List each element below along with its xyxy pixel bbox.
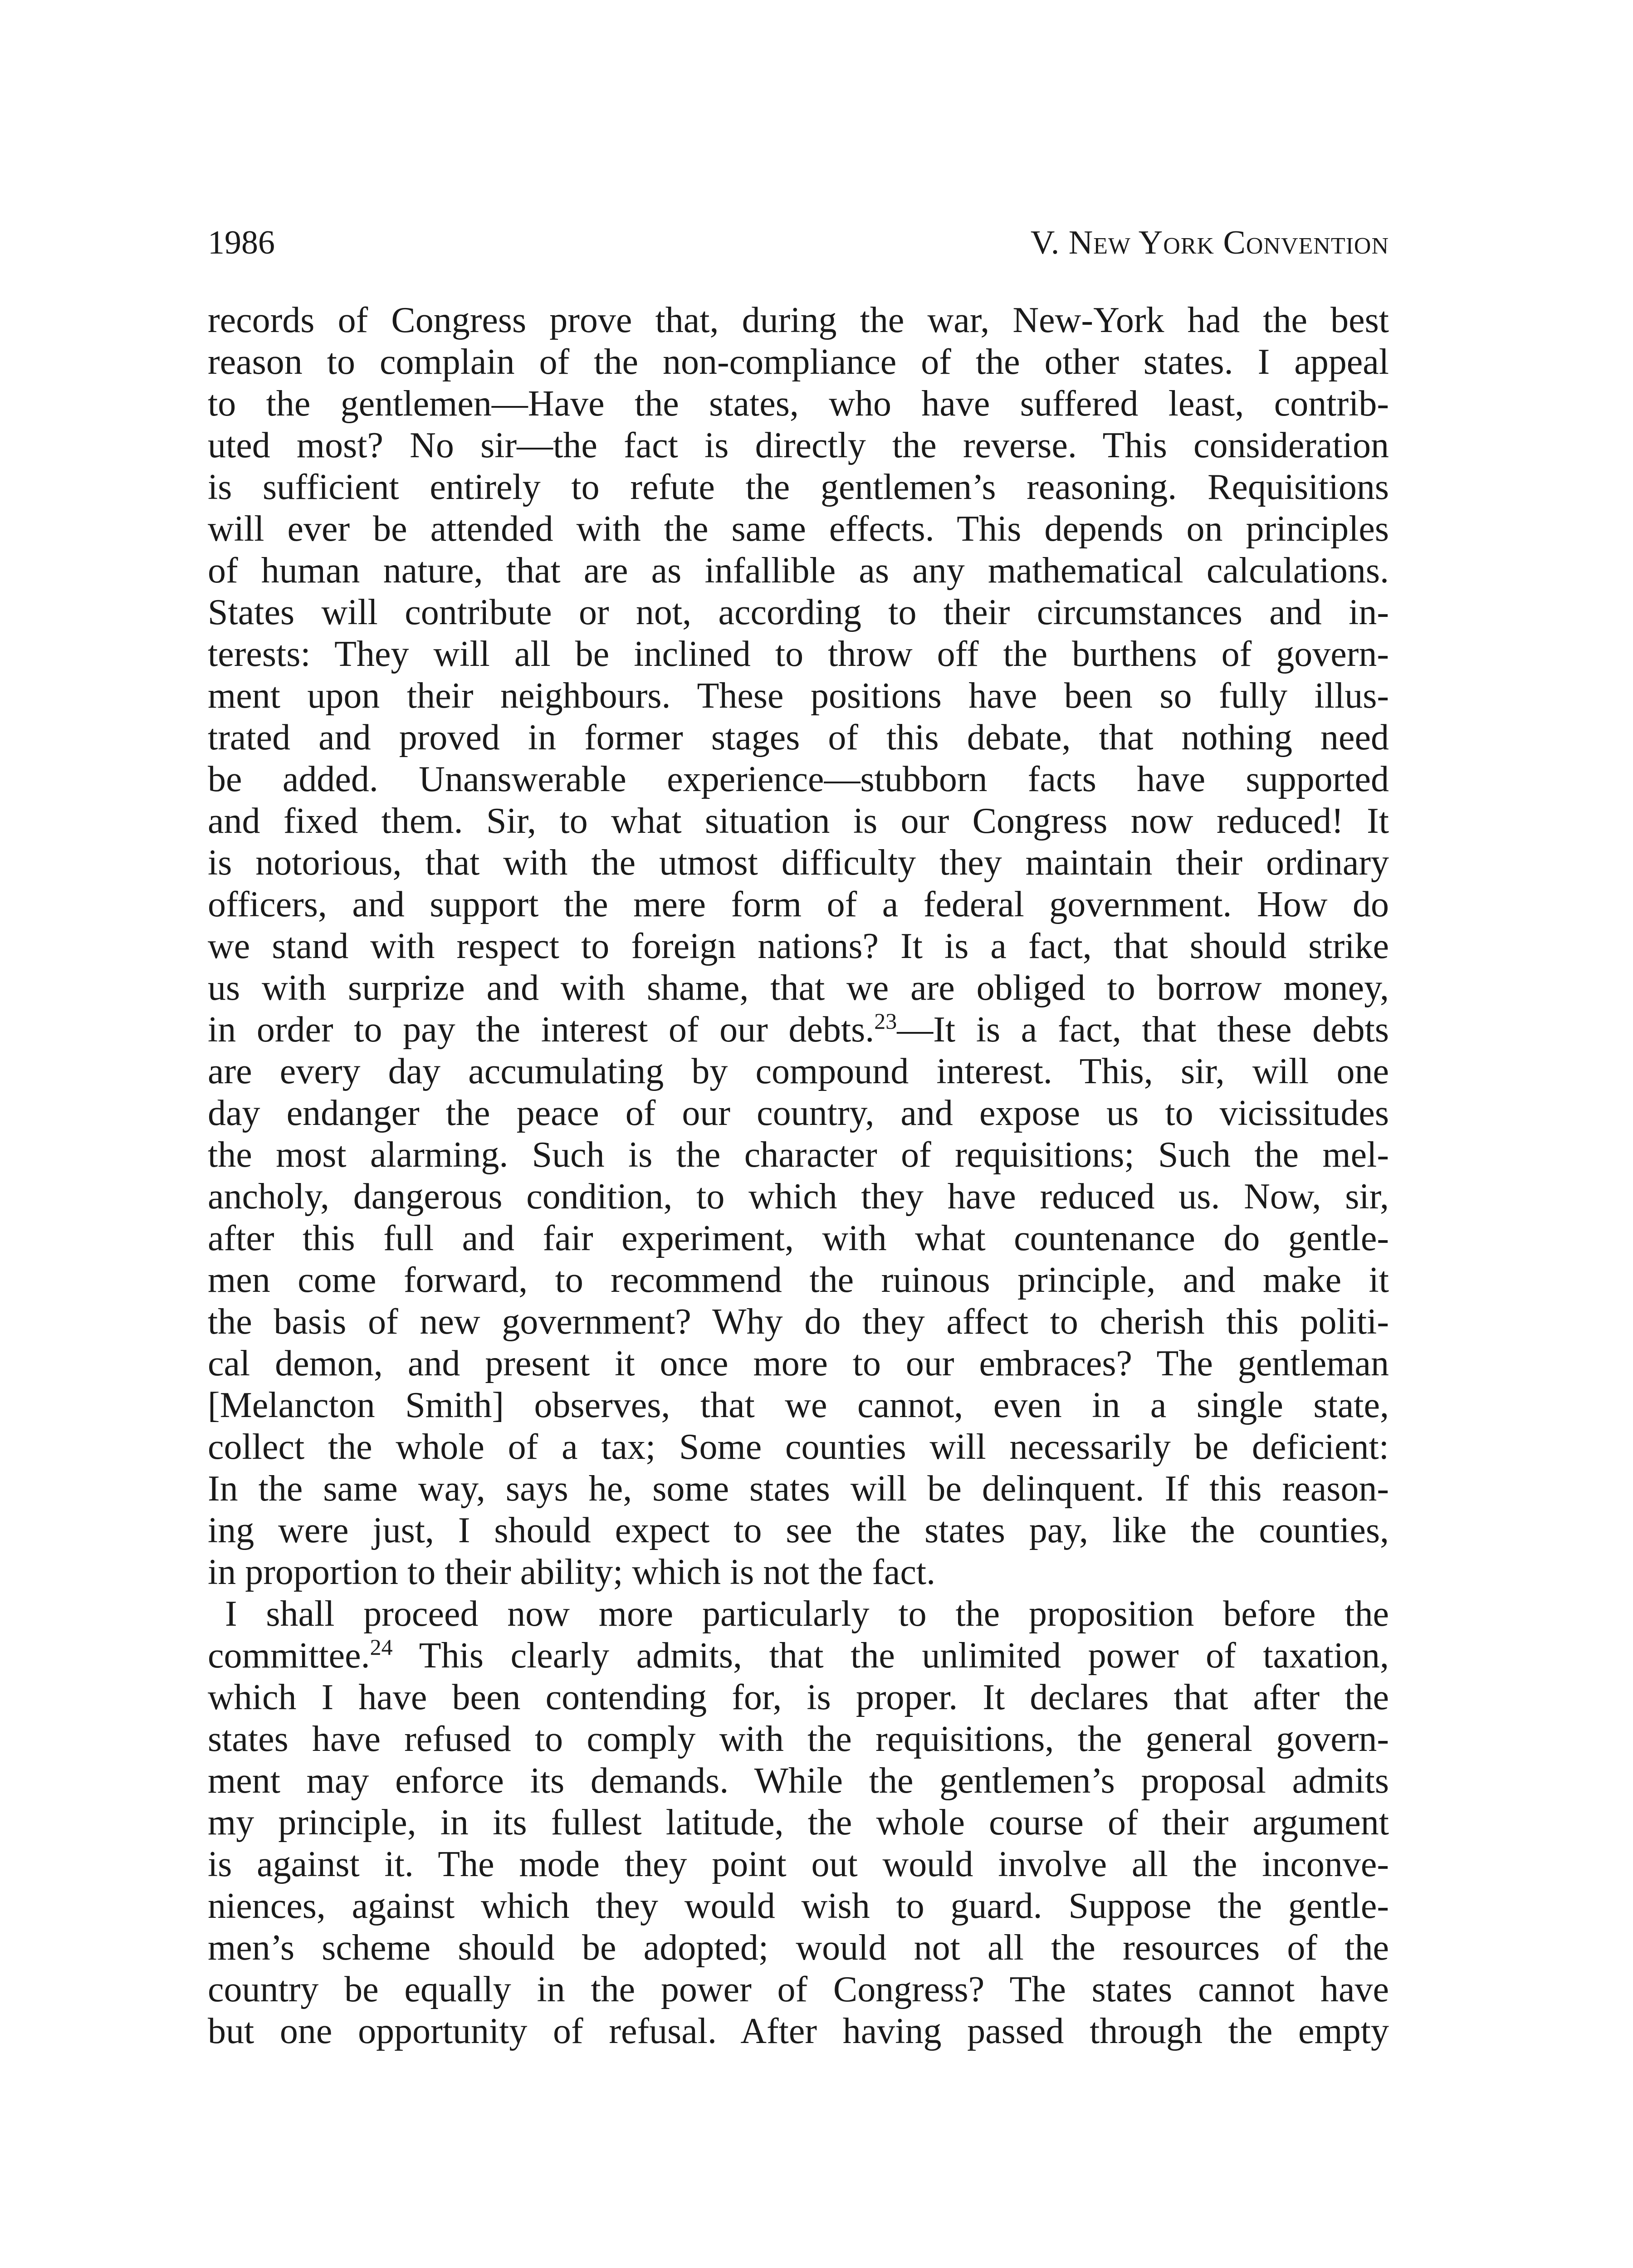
text-line: records of Congress prove that, during the war, New-York had the best: [208, 300, 1389, 340]
text-line: and fixed them. Sir, to what situation is our Congress now reduced! It: [208, 801, 1389, 841]
text-line: the most alarming. Such is the character of requisitions; Such the mel-: [208, 1135, 1389, 1175]
footnote-ref-24[interactable]: 24: [370, 1635, 393, 1660]
line-text: —It is a fact, that these debts: [897, 1010, 1389, 1050]
text-line: collect the whole of a tax; Some counties will necessarily be deficient:: [208, 1427, 1389, 1467]
text-line-with-footnote: [208, 1009, 1389, 1051]
text-line: which I have been contending for, is proper. It declares that after the: [208, 1677, 1389, 1717]
text-line: the basis of new government? Why do they affect to cherish this politi-: [208, 1302, 1389, 1342]
paragraph-first-line: I shall proceed now more particularly to the proposition before the: [225, 1594, 1389, 1634]
text-line: men’s scheme should be adopted; would not all the resources of the: [208, 1928, 1389, 1968]
text-line: ing were just, I should expect to see the states pay, like the counties,: [208, 1510, 1389, 1550]
text-line: after this full and fair experiment, with what countenance do gentle-: [208, 1218, 1389, 1258]
text-line: is notorious, that with the utmost difficulty they maintain their ordinary: [208, 843, 1389, 883]
text-line: of human nature, that are as infallible as any mathematical calculations.: [208, 551, 1389, 591]
text-line: officers, and support the mere form of a federal government. How do: [208, 885, 1389, 924]
text-line: ment upon their neighbours. These positions have been so fully illus-: [208, 676, 1389, 716]
text-line: states have refused to comply with the requisitions, the general govern-: [208, 1719, 1389, 1759]
text-line: to the gentlemen—Have the states, who have suffered least, contrib-: [208, 384, 1389, 424]
text-line: niences, against which they would wish to guard. Suppose the gentle-: [208, 1886, 1389, 1926]
paragraph-end-line: in proportion to their ability; which is not the fact.: [208, 1552, 936, 1592]
page-number: 1986: [208, 224, 275, 261]
text-line: reason to complain of the non-compliance of the other states. I appeal: [208, 342, 1389, 382]
text-line: but one opportunity of refusal. After having passed through the empty: [208, 2011, 1389, 2051]
text-line: day endanger the peace of our country, and expose us to vicissitudes: [208, 1093, 1389, 1133]
line-text: in order to pay the interest of our debts.: [208, 1010, 875, 1050]
text-line: States will contribute or not, according to their circumstances and in-: [208, 592, 1389, 632]
running-head: V. New York Convention: [1030, 224, 1389, 261]
text-line: my principle, in its fullest latitude, the whole course of their argument: [208, 1803, 1389, 1843]
text-line: trated and proved in former stages of this debate, that nothing need: [208, 718, 1389, 758]
text-line: us with surprize and with shame, that we are obliged to borrow money,: [208, 968, 1389, 1008]
line-text: This clearly admits, that the unlimited power of taxation,: [392, 1636, 1389, 1676]
text-line: In the same way, says he, some states will be delinquent. If this reason-: [208, 1469, 1389, 1509]
line-text: committee.: [208, 1636, 370, 1676]
text-line: are every day accumulating by compound interest. This, sir, will one: [208, 1051, 1389, 1091]
text-line: [Melancton Smith] observes, that we cannot, even in a single state,: [208, 1385, 1389, 1425]
text-line: country be equally in the power of Congress? The states cannot have: [208, 1970, 1389, 2009]
text-line-with-footnote: [208, 1635, 1389, 1677]
body-text: [208, 299, 1389, 2052]
text-line: ancholy, dangerous condition, to which they have reduced us. Now, sir,: [208, 1177, 1389, 1217]
text-line: is sufficient entirely to refute the gentlemen’s reasoning. Requisitions: [208, 467, 1389, 507]
text-line: will ever be attended with the same effects. This depends on principles: [208, 509, 1389, 549]
text-line: terests: They will all be inclined to throw off the burthens of govern-: [208, 634, 1389, 674]
text-line: we stand with respect to foreign nations? It is a fact, that should strike: [208, 926, 1389, 966]
page-header: [208, 218, 1389, 268]
text-line: is against it. The mode they point out would involve all the inconve-: [208, 1844, 1389, 1884]
text-line: men come forward, to recommend the ruinous principle, and make it: [208, 1260, 1389, 1300]
text-line: uted most? No sir—the fact is directly the reverse. This consideration: [208, 425, 1389, 465]
text-line: ment may enforce its demands. While the gentlemen’s proposal admits: [208, 1761, 1389, 1801]
text-line: cal demon, and present it once more to our embraces? The gentleman: [208, 1344, 1389, 1383]
text-line: be added. Unanswerable experience—stubborn facts have supported: [208, 759, 1389, 799]
footnote-ref-23[interactable]: 23: [874, 1009, 897, 1034]
